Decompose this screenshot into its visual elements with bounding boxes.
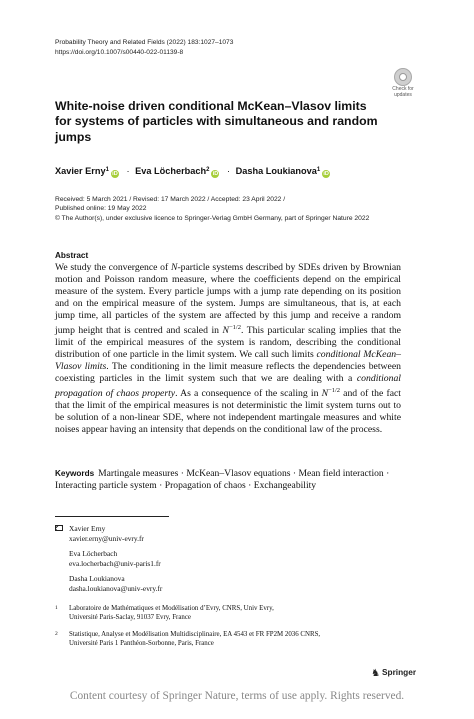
abstract-heading: Abstract <box>55 251 89 260</box>
affiliation-number: 2 <box>55 631 58 637</box>
affiliation-text: Laboratoire de Mathématiques et Modélisation d’Evry, CNRS, Univ Evry, Université Paris-Saclay, 91037 Evry, France <box>69 605 274 622</box>
author-list <box>55 166 332 178</box>
contact-name: Xavier Erny <box>69 524 106 533</box>
contact-name: Eva Löcherbach <box>69 549 118 558</box>
springer-horse-icon: ♞ <box>371 668 380 679</box>
orcid-icon[interactable]: iD <box>212 171 219 177</box>
author-affiliation-number: 2 <box>206 167 210 173</box>
contact-name: Dasha Loukianova <box>69 574 125 583</box>
keywords-heading: Keywords <box>55 469 95 478</box>
dates-line: Received: 5 March 2021 / Revised: 17 March 2022 / Accepted: 23 April 2022 / <box>55 196 286 203</box>
author-name[interactable]: Eva Löcherbach <box>135 166 207 176</box>
affiliation-text: Statistique, Analyse et Modélisation Multidisciplinaire, EA 4543 et FR FP2M 2036 CNRS, Université Paris 1 Panthéon-Sorbonne, Paris, France <box>69 631 321 648</box>
publisher-name: Springer <box>381 667 417 677</box>
springer-logo <box>371 667 416 679</box>
abstract-text: We study the convergence of N-particle systems described by SDEs driven by Brownian motion and Poisson random measure, where the coefficients depend on the empirical measure of the system. Every particle jumps with a jump rate depending on its position and on the empirical measure of the system. Jumps are simultaneous, that is, at each jump time, all particles of the system are affected by this jump and receive a random jump height that is centred and scaled in $N^{-1/2}$. This particular scaling implies that the limit of the empirical measures of the system is random, describing the conditional distribution of one particle in the limit system. We call such limits conditional McKean–Vlasov limits. The conditioning in the limit measure reflects the dependencies between coexisting particles in the limit system such that we are dealing with a conditional propagation of chaos property. As a consequence of the scaling in $N^{-1/2}$ and of the fact that the limit of the empirical measures is not deterministic the limit system turns out to be solution of a non-linear SDE, where not independent martingale measures and white noises appear having an intensity that depends on the conditional law of the process. <box>55 262 401 435</box>
published-online: Published online: 19 May 2022 <box>55 205 147 213</box>
orcid-icon[interactable]: iD <box>323 171 329 177</box>
keywords <box>55 468 405 492</box>
author-affiliation-number: 1 <box>105 167 109 173</box>
footnote-divider <box>55 516 169 517</box>
contact-email[interactable]: dasha.loukianova@univ-evry.fr <box>69 583 163 593</box>
courtesy-footer: Content courtesy of Springer Nature, terms of use apply. Rights reserved. <box>69 690 405 702</box>
author-separator: · <box>227 166 231 176</box>
author-separator: · <box>126 166 130 176</box>
envelope-icon <box>55 525 63 531</box>
journal-citation: Probability Theory and Related Fields (2022) 183:1027–1073 <box>55 39 234 46</box>
paper-title: White-noise driven conditional McKean–Vlasov limits for systems of particles with simultaneous and random jumps <box>55 99 378 144</box>
journal-header <box>55 38 233 57</box>
author-name[interactable]: Xavier Erny <box>55 166 106 176</box>
author-affiliation-number: 1 <box>316 167 321 173</box>
copyright-line: © The Author(s), under exclusive licence to Springer-Verlag GmbH Germany, part of Springer Nature 2022 <box>55 214 370 222</box>
check-for-updates-icon <box>394 68 412 86</box>
contact-email[interactable]: xavier.erny@univ-evry.fr <box>69 533 144 543</box>
check-for-updates-badge[interactable] <box>385 68 421 104</box>
contact-email[interactable]: eva.locherbach@univ-paris1.fr <box>69 558 161 568</box>
doi-link[interactable]: https://doi.org/10.1007/s00440-022-01139-8 <box>55 48 184 56</box>
keywords-text: Martingale measures · McKean–Vlasov equations · Mean field interaction · Interacting particle system · Propagation of chaos · Exchangeability <box>55 468 390 491</box>
author-name[interactable]: Dasha Loukianova <box>235 166 317 176</box>
orcid-icon[interactable]: iD <box>112 171 118 177</box>
badge-label: Check for updates <box>392 86 414 98</box>
affiliation-number: 1 <box>55 605 58 611</box>
publication-dates <box>55 195 369 223</box>
